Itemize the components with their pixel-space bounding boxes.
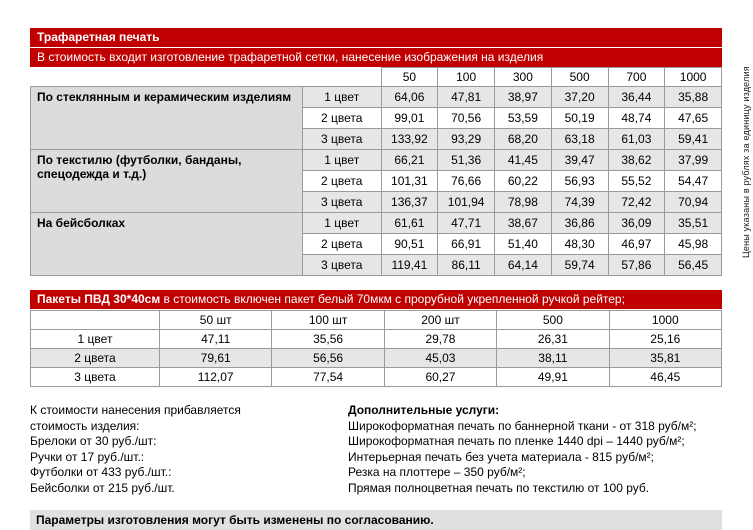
price-cell: 136,37	[381, 192, 438, 213]
price-cell: 45,03	[384, 349, 496, 368]
price-cell: 50,19	[551, 108, 608, 129]
color-count-cell: 1 цвет	[303, 150, 382, 171]
notes-area	[30, 403, 722, 496]
price-cell: 101,31	[381, 171, 438, 192]
price-cell: 29,78	[384, 330, 496, 349]
quantity-header: 700	[608, 68, 665, 87]
section1-title: Трафаретная печать	[37, 30, 160, 44]
price-cell: 41,45	[495, 150, 552, 171]
price-cell: 70,56	[438, 108, 495, 129]
price-cell: 74,39	[551, 192, 608, 213]
price-cell: 38,62	[608, 150, 665, 171]
note-item: Бейсболки от 215 руб./шт.	[30, 480, 175, 495]
item-cost-heading-line2: стоимость изделия:	[30, 418, 140, 433]
color-count-cell: 3 цвета	[303, 255, 382, 276]
price-cell: 78,98	[495, 192, 552, 213]
price-cell: 90,51	[381, 234, 438, 255]
quantity-header: 300	[495, 68, 552, 87]
price-row	[31, 330, 722, 349]
price-cell: 25,16	[609, 330, 721, 349]
bags-section	[30, 290, 722, 387]
additional-services-list	[348, 419, 722, 497]
price-cell: 45,98	[665, 234, 722, 255]
price-row	[31, 349, 722, 368]
price-cell: 39,47	[551, 150, 608, 171]
price-cell: 36,09	[608, 213, 665, 234]
color-count-cell: 3 цвета	[31, 368, 160, 387]
additional-services-notes	[348, 403, 722, 496]
section1-subtitle-bar	[30, 48, 722, 67]
price-cell: 66,21	[381, 150, 438, 171]
color-count-cell: 3 цвета	[303, 129, 382, 150]
price-cell: 86,11	[438, 255, 495, 276]
price-cell: 38,11	[497, 349, 609, 368]
price-cell: 55,52	[608, 171, 665, 192]
price-cell: 76,66	[438, 171, 495, 192]
price-cell: 51,36	[438, 150, 495, 171]
note-item: Брелоки от 30 руб./шт:	[30, 434, 157, 448]
note-item: Широкоформатная печать по пленке 1440 dpi – 1440 руб/м²;	[348, 434, 685, 448]
section1-subtitle: В стоимость входит изготовление трафаретной сетки, нанесение изображения на изделия	[37, 50, 544, 64]
price-cell: 56,93	[551, 171, 608, 192]
empty-header-cell	[303, 68, 382, 87]
price-cell: 47,11	[160, 330, 272, 349]
empty-header-cell	[31, 68, 303, 87]
quantity-header: 200 шт	[384, 311, 496, 330]
price-row	[31, 368, 722, 387]
note-item: Широкоформатная печать по баннерной ткани - от 318 руб/м²;	[348, 418, 697, 433]
price-cell: 46,97	[608, 234, 665, 255]
price-cell: 57,86	[608, 255, 665, 276]
price-cell: 47,71	[438, 213, 495, 234]
item-cost-notes	[30, 403, 348, 496]
price-cell: 46,45	[609, 368, 721, 387]
price-cell: 51,40	[495, 234, 552, 255]
price-cell: 60,27	[384, 368, 496, 387]
price-cell: 79,61	[160, 349, 272, 368]
price-row	[31, 87, 722, 108]
price-cell: 26,31	[497, 330, 609, 349]
price-cell: 38,67	[495, 213, 552, 234]
quantity-header: 100	[438, 68, 495, 87]
price-cell: 60,22	[495, 171, 552, 192]
color-count-cell: 1 цвет	[303, 213, 382, 234]
price-cell: 54,47	[665, 171, 722, 192]
price-cell: 38,97	[495, 87, 552, 108]
section1-title-bar	[30, 28, 722, 47]
quantity-header: 500	[551, 68, 608, 87]
price-cell: 93,29	[438, 129, 495, 150]
price-cell: 48,74	[608, 108, 665, 129]
price-cell: 64,06	[381, 87, 438, 108]
note-item: Интерьерная печать без учета материала - 815 руб/м²;	[348, 449, 654, 464]
price-cell: 70,94	[665, 192, 722, 213]
price-cell: 101,94	[438, 192, 495, 213]
price-cell: 61,03	[608, 129, 665, 150]
item-cost-heading-line1: К стоимости нанесения прибавляется	[30, 403, 241, 417]
price-cell: 56,56	[272, 349, 384, 368]
category-cell: По стеклянным и керамическим изделиям	[31, 87, 303, 150]
price-cell: 36,44	[608, 87, 665, 108]
item-cost-list	[30, 434, 348, 496]
quantity-header: 1000	[609, 311, 721, 330]
price-cell: 112,07	[160, 368, 272, 387]
color-count-cell: 2 цвета	[303, 234, 382, 255]
price-cell: 72,42	[608, 192, 665, 213]
price-cell: 119,41	[381, 255, 438, 276]
quantity-header: 500	[497, 311, 609, 330]
color-count-cell: 1 цвет	[303, 87, 382, 108]
section2-title: Пакеты ПВД 30*40см	[37, 292, 161, 306]
price-cell: 37,20	[551, 87, 608, 108]
price-list-page	[30, 28, 722, 530]
price-cell: 133,92	[381, 129, 438, 150]
screen-printing-table-body	[31, 87, 722, 276]
price-cell: 47,81	[438, 87, 495, 108]
price-cell: 64,14	[495, 255, 552, 276]
price-cell: 49,91	[497, 368, 609, 387]
quantity-header-row	[31, 68, 722, 87]
color-count-cell: 2 цвета	[303, 108, 382, 129]
note-item: Футболки от 433 руб./шт.:	[30, 465, 172, 479]
quantity-header: 1000	[665, 68, 722, 87]
screen-printing-section	[30, 28, 722, 276]
price-cell: 35,81	[609, 349, 721, 368]
quantity-header: 100 шт	[272, 311, 384, 330]
price-cell: 48,30	[551, 234, 608, 255]
section2-subtitle: в стоимость включен пакет белый 70мкм с прорубной укрепленной ручкой рейтер;	[160, 292, 625, 306]
price-cell: 36,86	[551, 213, 608, 234]
price-cell: 35,88	[665, 87, 722, 108]
price-cell: 99,01	[381, 108, 438, 129]
color-count-cell: 2 цвета	[303, 171, 382, 192]
note-item: Резка на плоттере – 350 руб/м²;	[348, 465, 526, 479]
vertical-price-note: Цены указаны в рублях за единицу изделия	[741, 66, 751, 258]
note-item: Прямая полноцветная печать по текстилю от 100 руб.	[348, 480, 650, 495]
bags-table	[30, 310, 722, 387]
category-cell: На бейсболках	[31, 213, 303, 276]
quantity-header: 50	[381, 68, 438, 87]
color-count-cell: 2 цвета	[31, 349, 160, 368]
price-cell: 59,41	[665, 129, 722, 150]
footer-note: Параметры изготовления могут быть изменены по согласованию.	[30, 510, 722, 530]
category-cell: По текстилю (футболки, банданы, спецодежда и т.д.)	[31, 150, 303, 213]
quantity-header: 50 шт	[160, 311, 272, 330]
price-row	[31, 213, 722, 234]
color-count-cell: 1 цвет	[31, 330, 160, 349]
price-row	[31, 150, 722, 171]
price-cell: 59,74	[551, 255, 608, 276]
empty-header-cell	[31, 311, 160, 330]
price-cell: 66,91	[438, 234, 495, 255]
price-cell: 77,54	[272, 368, 384, 387]
additional-services-heading: Дополнительные услуги:	[348, 403, 500, 417]
price-cell: 56,45	[665, 255, 722, 276]
price-cell: 53,59	[495, 108, 552, 129]
price-cell: 35,56	[272, 330, 384, 349]
price-cell: 47,65	[665, 108, 722, 129]
note-item: Ручки от 17 руб./шт.:	[30, 449, 145, 464]
section2-title-bar	[30, 290, 722, 309]
price-cell: 37,99	[665, 150, 722, 171]
bags-table-body	[31, 330, 722, 387]
price-cell: 35,51	[665, 213, 722, 234]
bags-quantity-header-row	[31, 311, 722, 330]
price-cell: 68,20	[495, 129, 552, 150]
price-cell: 61,61	[381, 213, 438, 234]
screen-printing-table	[30, 67, 722, 276]
color-count-cell: 3 цвета	[303, 192, 382, 213]
price-cell: 63,18	[551, 129, 608, 150]
